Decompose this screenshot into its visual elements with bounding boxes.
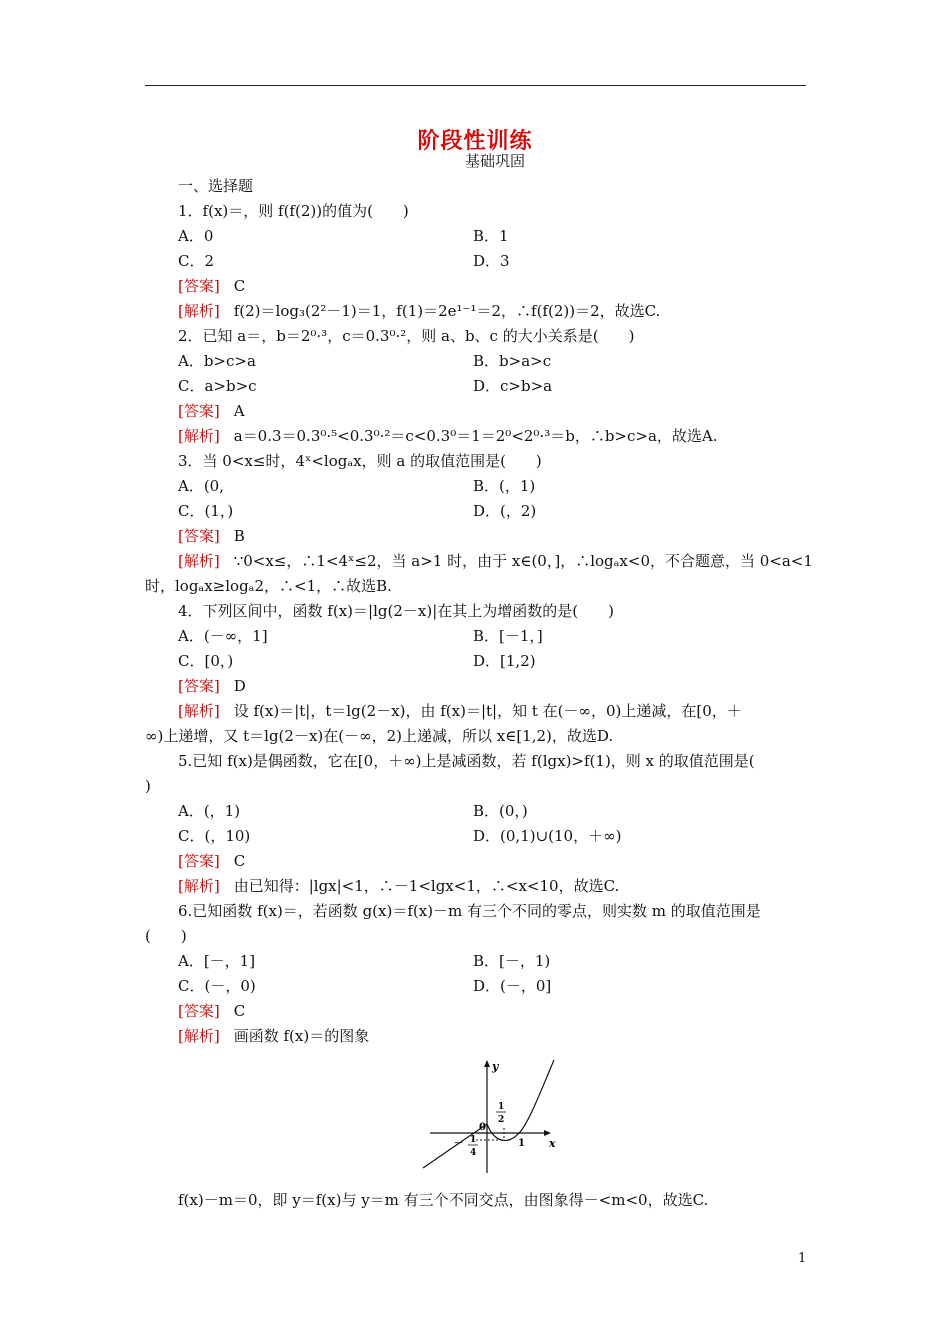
text-line <box>473 651 536 671</box>
text-line <box>178 751 755 771</box>
analysis-label: [解析] <box>178 1027 220 1045</box>
text-line <box>178 1026 369 1046</box>
page-subtitle: 基础巩固 <box>464 152 525 170</box>
text-line <box>178 876 619 896</box>
analysis-label: [解析] <box>178 702 220 720</box>
line-text: A．b>c>a <box>178 352 256 370</box>
text-line <box>178 351 256 371</box>
text-line <box>178 426 718 446</box>
line-text: 画函数 f(x)＝的图象 <box>233 1027 370 1045</box>
line-text: D．(0,1)∪(10，＋∞) <box>473 827 622 845</box>
text-line <box>178 976 256 996</box>
text-line <box>145 726 613 746</box>
line-text: ∞)上递增，又 t＝lg(2－x)在(－∞，2)上递减，所以 x∈[1,2)，故选D. <box>145 727 614 745</box>
text-line <box>178 951 255 971</box>
x-axis-arrow <box>544 1130 551 1136</box>
text-line <box>473 826 621 846</box>
quarter-numerator: 1 <box>470 1135 477 1145</box>
text-line <box>473 951 550 971</box>
line-text: 2．已知 a＝，b＝2⁰·³，c＝0.3⁰·²，则 a、b、c 的大小关系是( ) <box>178 327 635 345</box>
text-line <box>178 676 246 696</box>
line-text: C．[0，) <box>178 652 234 670</box>
line-text: f(x)－m＝0，即 y＝f(x)与 y＝m 有三个不同交点，由图象得－<m<0，故选C. <box>178 1191 709 1209</box>
text-line <box>178 701 742 721</box>
line-text: ) <box>145 777 151 795</box>
half-denominator: 2 <box>498 1115 505 1125</box>
text-line <box>178 601 614 621</box>
line-text: 设 f(x)＝|t|，t＝lg(2－x)，由 f(x)＝|t|，知 t 在(－∞，0)上递减，在[0，＋ <box>233 702 742 720</box>
text-line <box>145 776 151 796</box>
analysis-label: [解析] <box>178 427 220 445</box>
line-text: f(2)＝log₃(2²－1)＝1，f(1)＝2e¹⁻¹＝2，∴f(f(2))＝2，故选C. <box>233 302 661 320</box>
quarter-sign: － <box>454 1139 464 1149</box>
text-line <box>178 1190 708 1210</box>
line-text: B．1 <box>473 227 509 245</box>
line-text: 1．f(x)＝，则 f(f(2))的值为( ) <box>178 202 409 220</box>
text-line <box>473 501 536 521</box>
text-line <box>178 651 233 671</box>
text-line <box>473 626 543 646</box>
analysis-label: [解析] <box>178 877 220 895</box>
line-text: a＝0.3＝0.3⁰·⁵<0.3⁰·²＝c<0.3⁰＝1＝2⁰<2⁰·³＝b，∴b>c>a，故选A. <box>233 427 718 445</box>
tick-one-label: 1 <box>518 1138 525 1149</box>
line-text: B <box>233 527 245 545</box>
text-line <box>178 551 813 571</box>
line-text: B．[－1，] <box>473 627 543 645</box>
line-text: C．2 <box>178 252 215 270</box>
text-line <box>473 251 510 271</box>
half-numerator: 1 <box>498 1102 505 1112</box>
text-line <box>178 1001 245 1021</box>
line-text: ∵0<x≤，∴1<4ˣ≤2，当 a>1 时，由于 x∈(0，]，∴logₐx<0，不合题意，当 0<a<1 <box>233 552 813 570</box>
y-axis-arrow <box>484 1060 490 1067</box>
text-line <box>473 351 551 371</box>
text-line <box>178 826 250 846</box>
line-text: D．(－，0] <box>473 977 552 995</box>
line-text: 一、选择题 <box>178 177 254 195</box>
text-line <box>178 476 224 496</box>
text-line <box>178 526 245 546</box>
line-text: A．(－∞，1] <box>178 627 268 645</box>
answer-label: [答案] <box>178 677 220 695</box>
page-title: 阶段性训练 <box>417 128 533 154</box>
text-line <box>178 626 268 646</box>
text-line <box>473 376 552 396</box>
line-text: 由已知得：|lgx|<1，∴－1<lgx<1，∴<x<10，故选C. <box>233 877 620 895</box>
line-text: C．(，10) <box>178 827 251 845</box>
line-text: C．(1，) <box>178 502 234 520</box>
text-line <box>178 401 245 421</box>
header-rule <box>145 85 806 86</box>
answer-label: [答案] <box>178 527 220 545</box>
answer-label: [答案] <box>178 1002 220 1020</box>
line-text: C．(－，0) <box>178 977 256 995</box>
answer-label: [答案] <box>178 277 220 295</box>
line-text: 时，logₐx≥logₐ2，∴<1，∴故选B. <box>145 577 392 595</box>
line-text: C <box>233 1002 246 1020</box>
line-text: A．(，1) <box>178 802 241 820</box>
line-text: B．b>a>c <box>473 352 552 370</box>
line-text: B．[－，1) <box>473 952 551 970</box>
answer-label: [答案] <box>178 852 220 870</box>
line-text: A <box>233 402 245 420</box>
line-text: A．0 <box>178 227 214 245</box>
origin-label: 0 <box>479 1122 486 1133</box>
answer-label: [答案] <box>178 402 220 420</box>
line-text: D．c>b>a <box>473 377 553 395</box>
line-text: B．(，1) <box>473 477 536 495</box>
line-text: C．a>b>c <box>178 377 257 395</box>
line-text: 5.已知 f(x)是偶函数，它在[0，＋∞)上是减函数，若 f(lgx)>f(1)，则 x 的取值范围是( <box>178 752 755 770</box>
text-line <box>473 801 528 821</box>
line-text: D．(，2) <box>473 502 537 520</box>
line-text: 6.已知函数 f(x)＝，若函数 g(x)＝f(x)－m 有三个不同的零点，则实数 m 的取值范围是 <box>178 902 761 920</box>
analysis-label: [解析] <box>178 302 220 320</box>
text-line <box>178 901 761 921</box>
line-text: C <box>233 277 246 295</box>
text-line <box>178 501 233 521</box>
text-line <box>473 226 509 246</box>
quarter-denominator: 4 <box>470 1148 477 1158</box>
analysis-label: [解析] <box>178 552 220 570</box>
line-text: D．3 <box>473 252 510 270</box>
text-line <box>178 176 253 196</box>
text-line <box>178 376 257 396</box>
text-line <box>178 301 660 321</box>
text-line <box>178 451 542 471</box>
page-number: 1 <box>798 1251 807 1266</box>
line-text: D．[1,2) <box>473 652 536 670</box>
line-text: B．(0，) <box>473 802 528 820</box>
line-text: 3．当 0<x≤时，4ˣ<logₐx，则 a 的取值范围是( ) <box>178 452 542 470</box>
text-line <box>178 226 213 246</box>
text-line <box>145 926 187 946</box>
text-line <box>178 801 240 821</box>
line-text: C <box>233 852 246 870</box>
text-line <box>145 576 392 596</box>
line-text: A．[－，1] <box>178 952 256 970</box>
function-graph <box>420 1058 570 1178</box>
text-line <box>178 851 245 871</box>
text-line <box>178 251 214 271</box>
text-line <box>473 976 551 996</box>
text-line <box>178 326 634 346</box>
x-label: x <box>549 1137 556 1150</box>
text-line <box>473 476 535 496</box>
y-label: y <box>492 1060 499 1073</box>
text-line <box>178 276 245 296</box>
line-text: D <box>233 677 246 695</box>
line-text: 4．下列区间中，函数 f(x)＝|lg(2－x)|在其上为增函数的是( ) <box>178 602 614 620</box>
line-text: ( ) <box>145 927 187 945</box>
text-line <box>178 201 409 221</box>
line-text: A．(0, <box>178 477 224 495</box>
